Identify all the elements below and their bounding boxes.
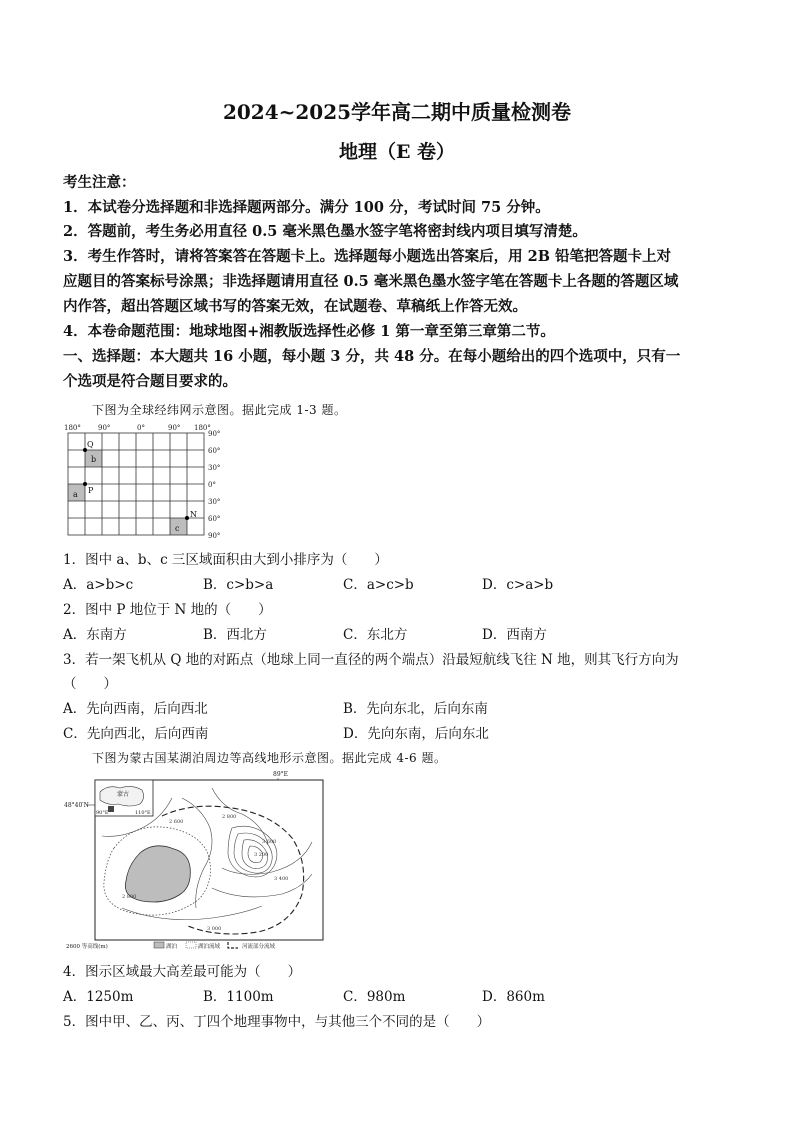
page-subtitle: 地理（E 卷）: [338, 141, 456, 163]
contour-2800: 2 800: [222, 814, 237, 820]
question-5: 5．图中甲、乙、丙、丁四个地理事物中，与其他三个不同的是（ ）: [63, 1014, 491, 1030]
lat-label-90s: 90°: [208, 532, 221, 540]
notice-item-3-cont2: 内作答，超出答题区域书写的答案无效，在试题卷、草稿纸上作答无效。: [63, 298, 527, 315]
q2-option-c[interactable]: C．东北方: [343, 627, 408, 643]
q4-option-d[interactable]: D．860m: [482, 989, 545, 1005]
label-a: a: [73, 490, 78, 499]
map-legend: [66, 942, 276, 950]
lon-label-0: 0°: [137, 424, 145, 432]
lat-label-60s: 60°: [208, 515, 221, 523]
label-c: c: [175, 524, 180, 533]
lon-label-90w: 90°: [98, 424, 111, 432]
q3-option-d[interactable]: D．先向东南，后向东北: [343, 726, 489, 742]
label-p: P: [88, 486, 94, 495]
question-3-paren: （ ）: [63, 676, 117, 692]
notice-item-3: 3．考生作答时，请将答案答在答题卡上。选择题每小题选出答案后，用 2B 铅笔把答题卡上对: [63, 248, 672, 265]
q1-option-d[interactable]: D．c>a>b: [482, 577, 554, 593]
contour-2800b: 2 800: [122, 894, 137, 900]
notice-item-1: 1．本试卷分选择题和非选择题两部分。满分 100 分，考试时间 75 分钟。: [63, 199, 550, 216]
q4-option-c[interactable]: C．980m: [343, 989, 406, 1005]
notice-item-3-cont1: 应题目的答案标号涂黑；非选择题请用直径 0.5 毫米黑色墨水签字笔在答题卡上各题的答题区域: [63, 273, 679, 290]
lat-label-30n: 30°: [208, 464, 221, 472]
legend-contour: 2600 等高线(m): [66, 944, 108, 950]
graticule-figure: [62, 422, 227, 542]
notice-item-4: 4．本卷命题范围：地球地图+湘教版选择性必修 1 第一章至第三章第二节。: [63, 323, 555, 340]
contour-2600: 2 600: [169, 819, 184, 825]
legend-lake-basin: 湖泊流域: [198, 944, 221, 950]
q4-option-b[interactable]: B．1100m: [203, 989, 274, 1005]
figure1-intro: 下图为全球经纬网示意图。据此完成 1-3 题。: [92, 403, 347, 417]
point-p: [83, 482, 87, 486]
legend-lake: 湖泊: [166, 944, 178, 950]
notice-heading: 考生注意：: [63, 174, 136, 191]
lon-label-180w: 180°: [64, 424, 81, 432]
q3-option-a[interactable]: A．先向西南，后向西北: [63, 701, 208, 717]
lat-label-0: 0°: [208, 481, 216, 489]
contour-map-figure: [62, 768, 334, 952]
q3-option-b[interactable]: B．先向东北，后向东南: [343, 701, 488, 717]
section-heading: 一、选择题：本大题共 16 小题，每小题 3 分，共 48 分。在每小题给出的四个选项中，只有一: [63, 348, 681, 365]
q2-option-d[interactable]: D．西南方: [482, 627, 547, 643]
q2-option-b[interactable]: B．西北方: [203, 627, 267, 643]
inset-label: 蒙古: [117, 791, 130, 798]
contour-3600: 3 600: [262, 839, 277, 845]
lat-label-90n: 90°: [208, 430, 221, 438]
inset-lon1: 90°E: [96, 810, 109, 816]
q1-option-c[interactable]: C．a>c>b: [343, 577, 414, 593]
lat-label-60n: 60°: [208, 447, 221, 455]
q4-option-a[interactable]: A．1250m: [63, 989, 134, 1005]
figure2-intro: 下图为蒙古国某湖泊周边等高线地形示意图。据此完成 4-6 题。: [92, 751, 447, 765]
notice-item-2: 2．答题前，考生务必用直径 0.5 毫米黑色墨水签字笔将密封线内项目填写清楚。: [63, 223, 587, 240]
label-n: N: [190, 510, 197, 519]
lat-label-30s: 30°: [208, 498, 221, 506]
q3-option-c[interactable]: C．先向西北，后向西南: [63, 726, 209, 742]
section-heading-cont: 个选项是符合题目要求的。: [63, 373, 237, 390]
question-2: 2．图中 P 地位于 N 地的（ ）: [63, 602, 272, 618]
question-4: 4．图示区域最大高差最可能为（ ）: [63, 964, 302, 980]
lon-label-180e: 180°: [194, 424, 211, 432]
q1-option-b[interactable]: B．c>b>a: [203, 577, 274, 593]
lon-label: 89°E: [273, 771, 289, 778]
contour-3400: 3 400: [274, 876, 289, 882]
q1-option-a[interactable]: A．a>b>c: [63, 577, 134, 593]
legend-river-basin: 河流部分流域: [242, 944, 276, 950]
label-b: b: [91, 455, 97, 464]
q2-option-a[interactable]: A．东南方: [63, 627, 127, 643]
lat-label: 48°40′N: [64, 802, 89, 809]
point-n: [185, 516, 189, 520]
question-3: 3．若一架飞机从 Q 地的对跖点（地球上同一直径的两个端点）沿最短航线飞往 N 地，则其飞行方向为: [63, 652, 679, 668]
lon-label-90e: 90°: [168, 424, 181, 432]
question-1: 1．图中 a、b、c 三区域面积由大到小排序为（ ）: [63, 552, 388, 568]
inset-lon2: 110°E: [135, 810, 151, 816]
label-q: Q: [87, 440, 94, 449]
contour-3000: 3 000: [207, 926, 222, 932]
contour-3200: 3 200: [254, 852, 269, 858]
page-title: 2024~2025学年高二期中质量检测卷: [222, 100, 572, 124]
